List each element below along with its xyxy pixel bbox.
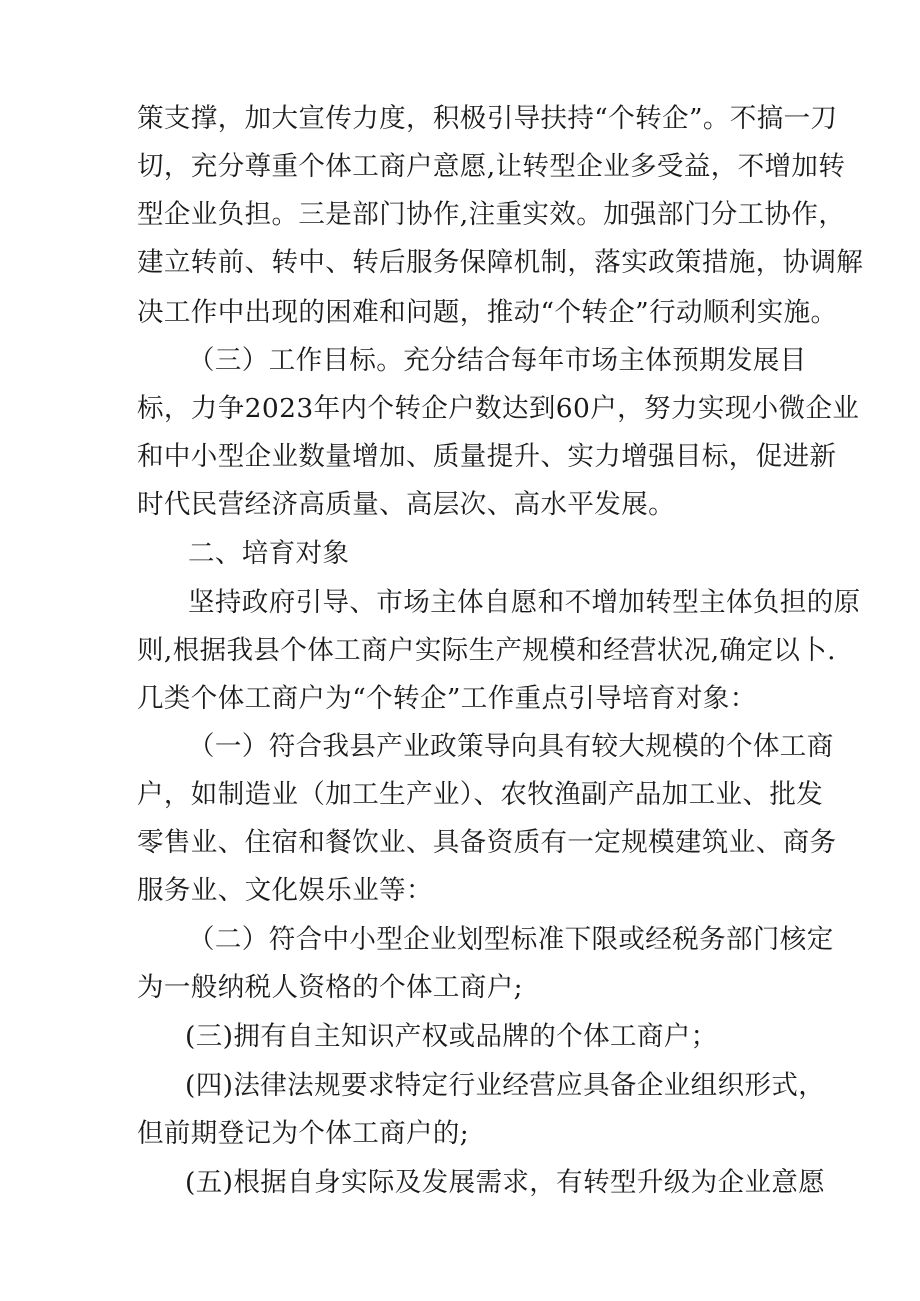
text-line-9: 时代民营经济高质量、高层次、高水平发展。: [137, 489, 675, 520]
text-line-12: 则,根据我县个体工商户实际生产规模和经营状况,确定以卜.: [137, 635, 836, 666]
text-line-1: 策支撑，加大宣传力度，积极引导扶持“个转企”。不搞一刀: [137, 103, 838, 134]
text-line-14: （一）符合我县产业政策导向具有较大规模的个体工商: [188, 731, 834, 762]
text-line-4: 建立转前、转中、转后服务保障机制，落实政策措施，协调解: [137, 247, 864, 278]
text-line-23: (五)根据自身实际及发展需求，有转型升级为企业意愿: [185, 1167, 826, 1198]
text-line-16: 零售业、住宿和餐饮业、具备资质有一定规模建筑业、商务: [137, 827, 837, 858]
text-line-17: 服务业、文化娱乐业等：: [137, 875, 433, 906]
text-line-6: （三）工作目标。充分结合每年市场主体预期发展目: [188, 345, 807, 376]
text-line-22: 但前期登记为个体工商户的;: [137, 1118, 470, 1149]
text-line-21: (四)法律法规要求特定行业经营应具备企业组织形式，: [185, 1070, 826, 1101]
text-line-5: 决工作中出现的困难和问题，推动“个转企”行动顺利实施。: [137, 297, 838, 328]
text-line-3: 型企业负担。三是部门协作,注重实效。加强部门分工协作，: [137, 199, 846, 230]
text-line-11: 坚持政府引导、市场主体自愿和不增加转型主体负担的原: [188, 587, 861, 618]
section-heading: 二、培育对象: [188, 538, 350, 569]
text-line-19: 为一般纳税人资格的个体工商户;: [137, 972, 523, 1003]
text-line-2: 切，充分尊重个体工商户意愿,让转型企业多受益，不增加转: [137, 151, 846, 182]
text-line-7: 标，力争2023年内个转企户数达到60户，努力实现小微企业: [137, 393, 860, 424]
text-line-15: 户，如制造业（加工生产业）、农牧渔副产品加工业、批发: [137, 779, 824, 810]
text-line-20: (三)拥有自主知识产权或品牌的个体工商户；: [185, 1021, 718, 1052]
text-line-18: （二）符合中小型企业划型标准下限或经税务部门核定: [188, 924, 834, 955]
text-line-13: 几类个体工商户为“个转企”工作重点引导培育对象：: [137, 683, 757, 714]
text-line-8: 和中小型企业数量增加、质量提升、实力增强目标，促进新: [137, 441, 837, 472]
